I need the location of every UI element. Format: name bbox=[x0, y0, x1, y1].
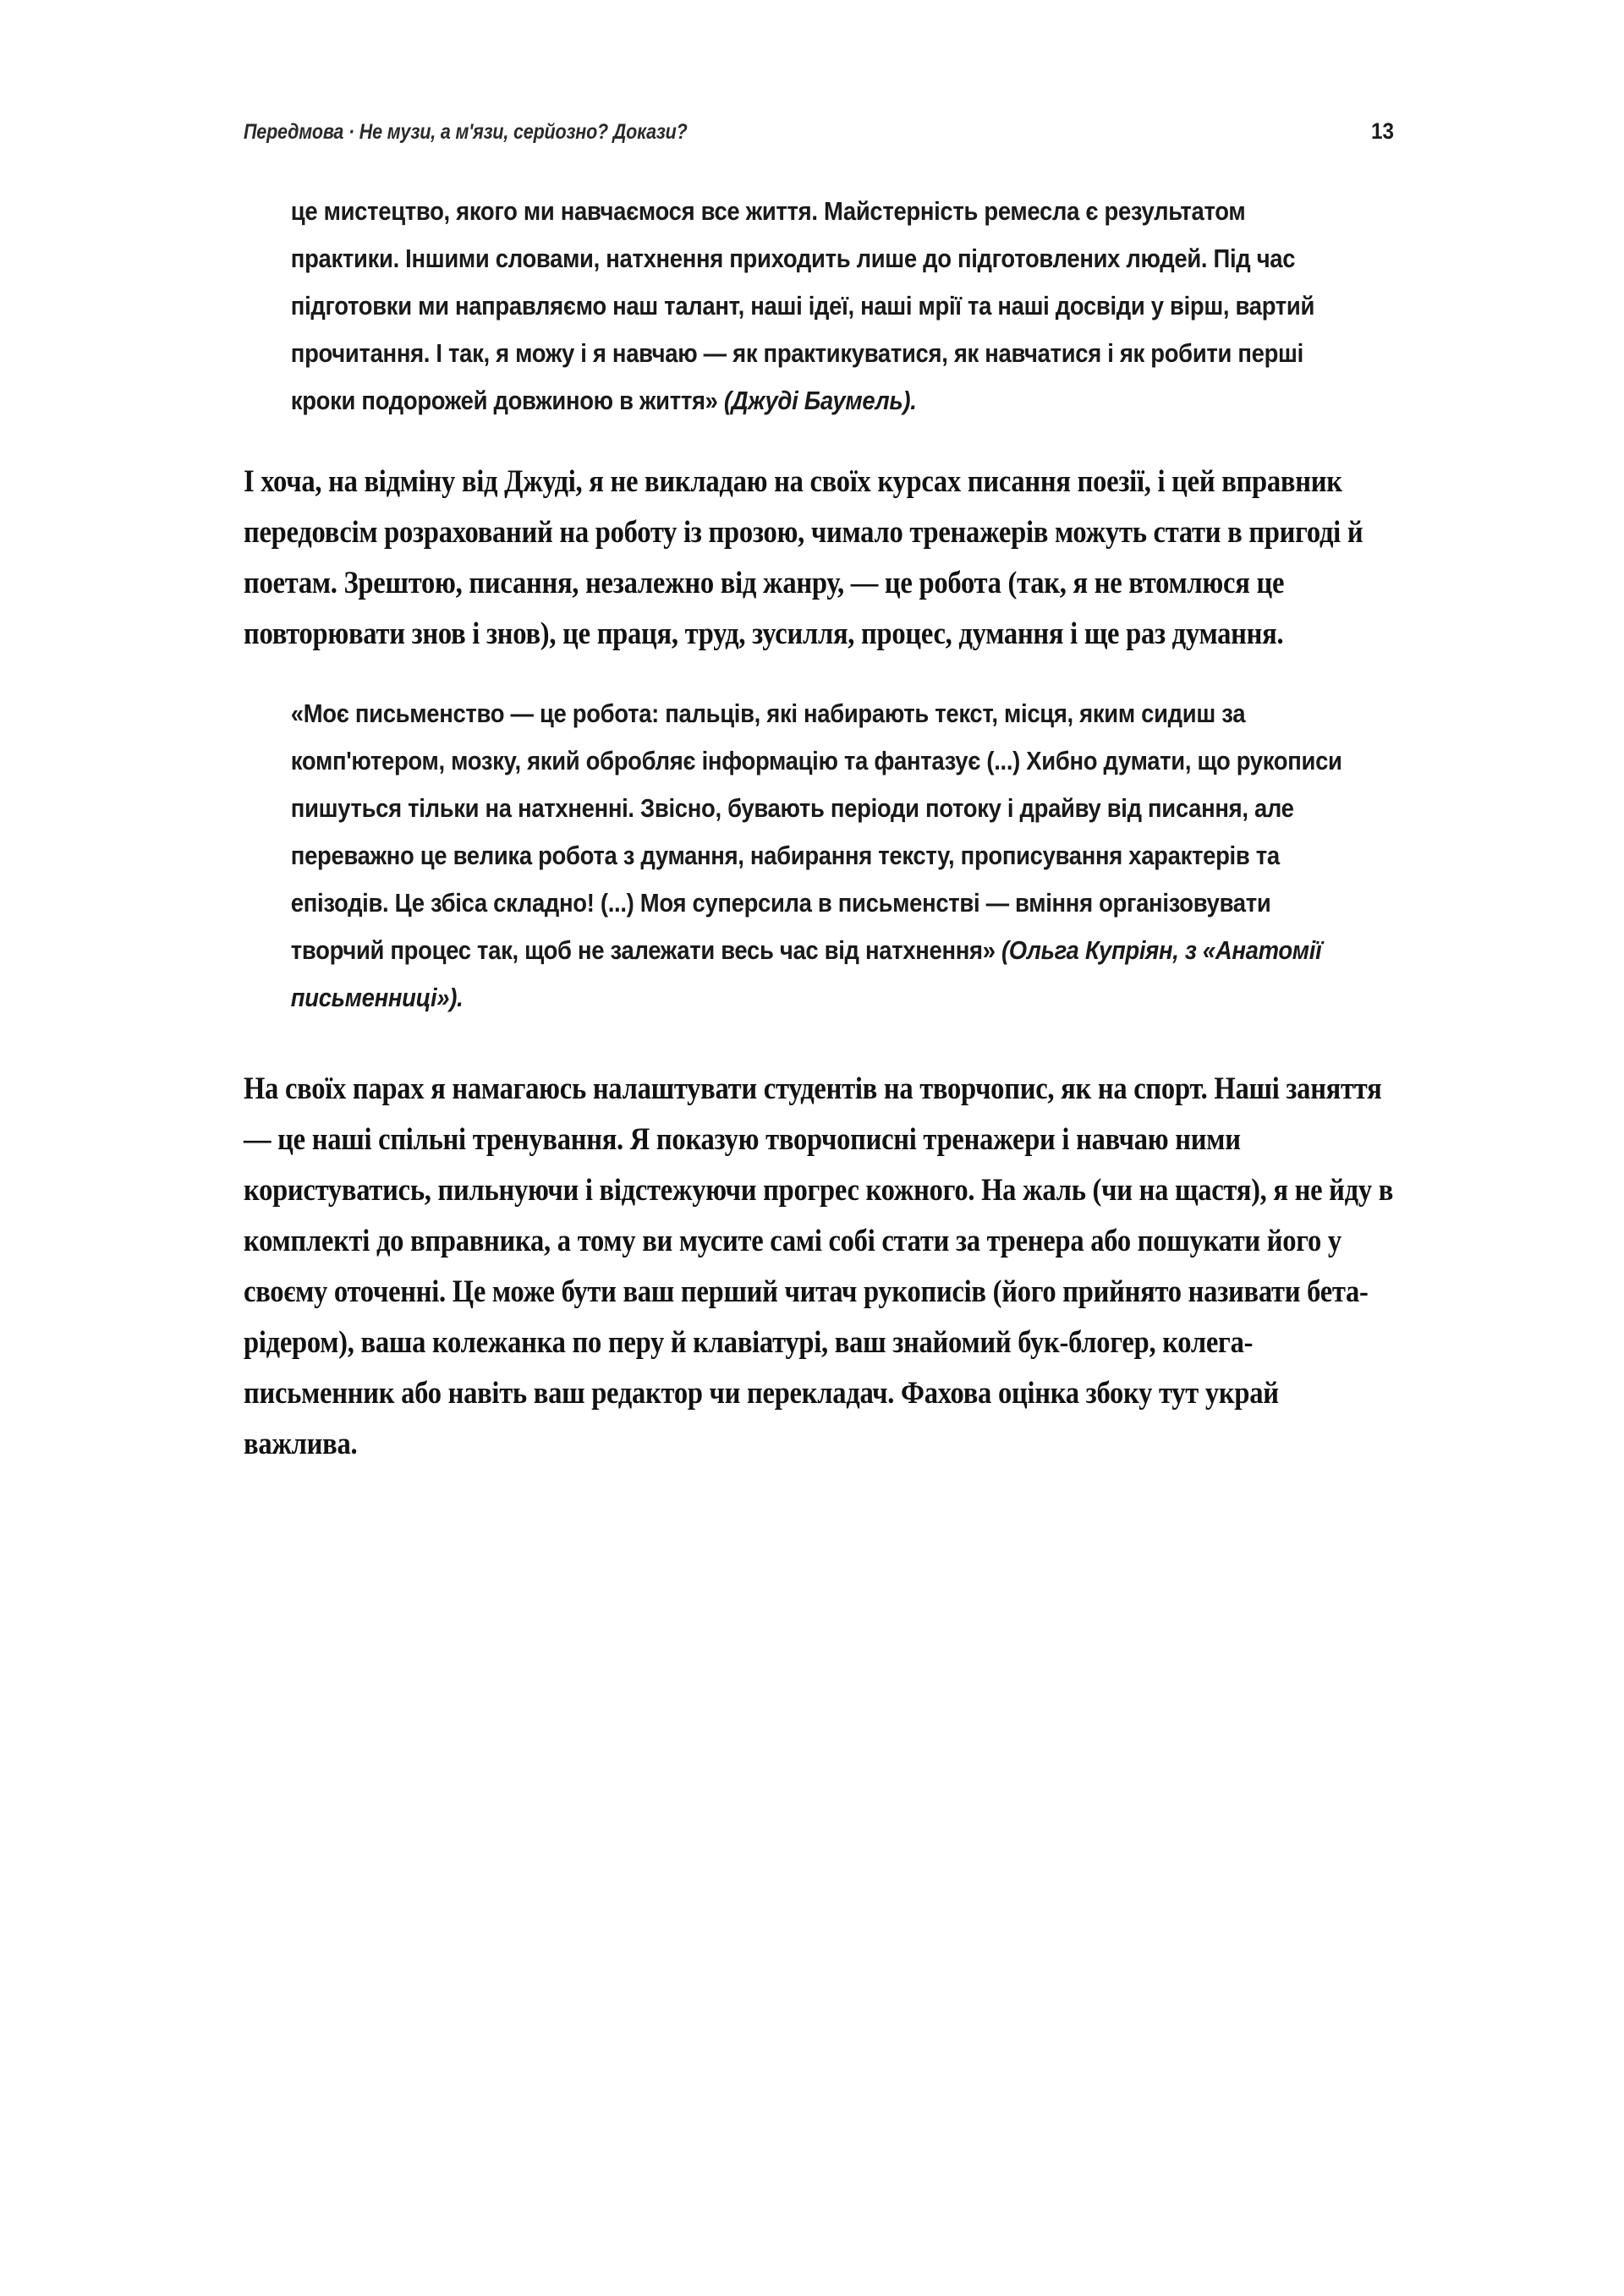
spacer bbox=[244, 1022, 1396, 1064]
body-paragraph-1: І хоча, на відміну від Джуді, я не викладаю на своїх курсах писання поезії, і цей вправник передовсім розрахований на роботу із прозою, чимало тренажерів можуть стати в пригоді й поетам. Зрештою, писання, незалежно від жанру, — це робота (так, я не втомлюся це повторювати знов і знов), це праця, труд, зусилля, процес, думання і ще раз думання. bbox=[244, 464, 1363, 651]
page-number: 13 bbox=[1370, 118, 1394, 144]
block-quote-baumel bbox=[244, 188, 1396, 425]
spacer bbox=[244, 425, 1396, 457]
block-quote-baumel-text: це мистецтво, якого ми навчаємося все життя. Майстерність ремесла є результатом практики. Іншими словами, натхнення приходить лише до підготовлених людей. Під час підготовки ми направляємо наш талант, наші ідеї, наші мрії та наші досвіди у вірш, вартий прочитання. І так, я можу і я навчаю — як практикуватися, як навчатися і як робити перші кроки подорожей довжиною в життя» bbox=[290, 197, 1315, 415]
spacer bbox=[244, 660, 1396, 690]
text-column bbox=[244, 188, 1396, 1470]
block-quote-kupriyan bbox=[244, 690, 1396, 1022]
body-paragraph-2: На своїх парах я намагаюсь налаштувати студентів на творчопис, як на спорт. Наші заняття — це наші спільні тренування. Я показую творчописні тренажери і навчаю ними користуватись, пильнуючи і відстежуючи прогрес кожного. На жаль (чи на щастя), я не йду в комплекті до вправника, а тому ви мусите самі собі стати за тренера або пошукати його у своєму оточенні. Це може бути ваш перший читач рукописів (його прийнято називати бета-рідером), ваша колежанка по перу й клавіатурі, ваш знайомий бук-блогер, колега-письменник або навіть ваш редактор чи перекладач. Фахова оцінка збоку тут украй важлива. bbox=[244, 1071, 1394, 1461]
running-head-title: Передмова · Не музи, а м'язи, серйозно? Докази? bbox=[244, 120, 688, 144]
block-quote-baumel-attribution: (Джуді Баумель). bbox=[723, 386, 917, 415]
block-quote-kupriyan-attribution: (Ольга Купріян, з «Анатомії письменниці»). bbox=[290, 936, 1322, 1012]
block-quote-kupriyan-text: «Моє письменство — це робота: пальців, які набирають текст, місця, яким сидиш за комп'ютером, мозку, який обробляє інформацію та фантазує (...) Хибно думати, що рукописи пишуться тільки на натхненні. Звісно, бувають періоди потоку і драйву від писання, але переважно це велика робота з думання, набирання тексту, прописування характерів та епізодів. Це збіса складно! (...) Моя суперсила в письменстві — вміння організовувати творчий процес так, щоб не залежати весь час від натхнення» bbox=[290, 699, 1342, 965]
running-head bbox=[244, 118, 1394, 145]
